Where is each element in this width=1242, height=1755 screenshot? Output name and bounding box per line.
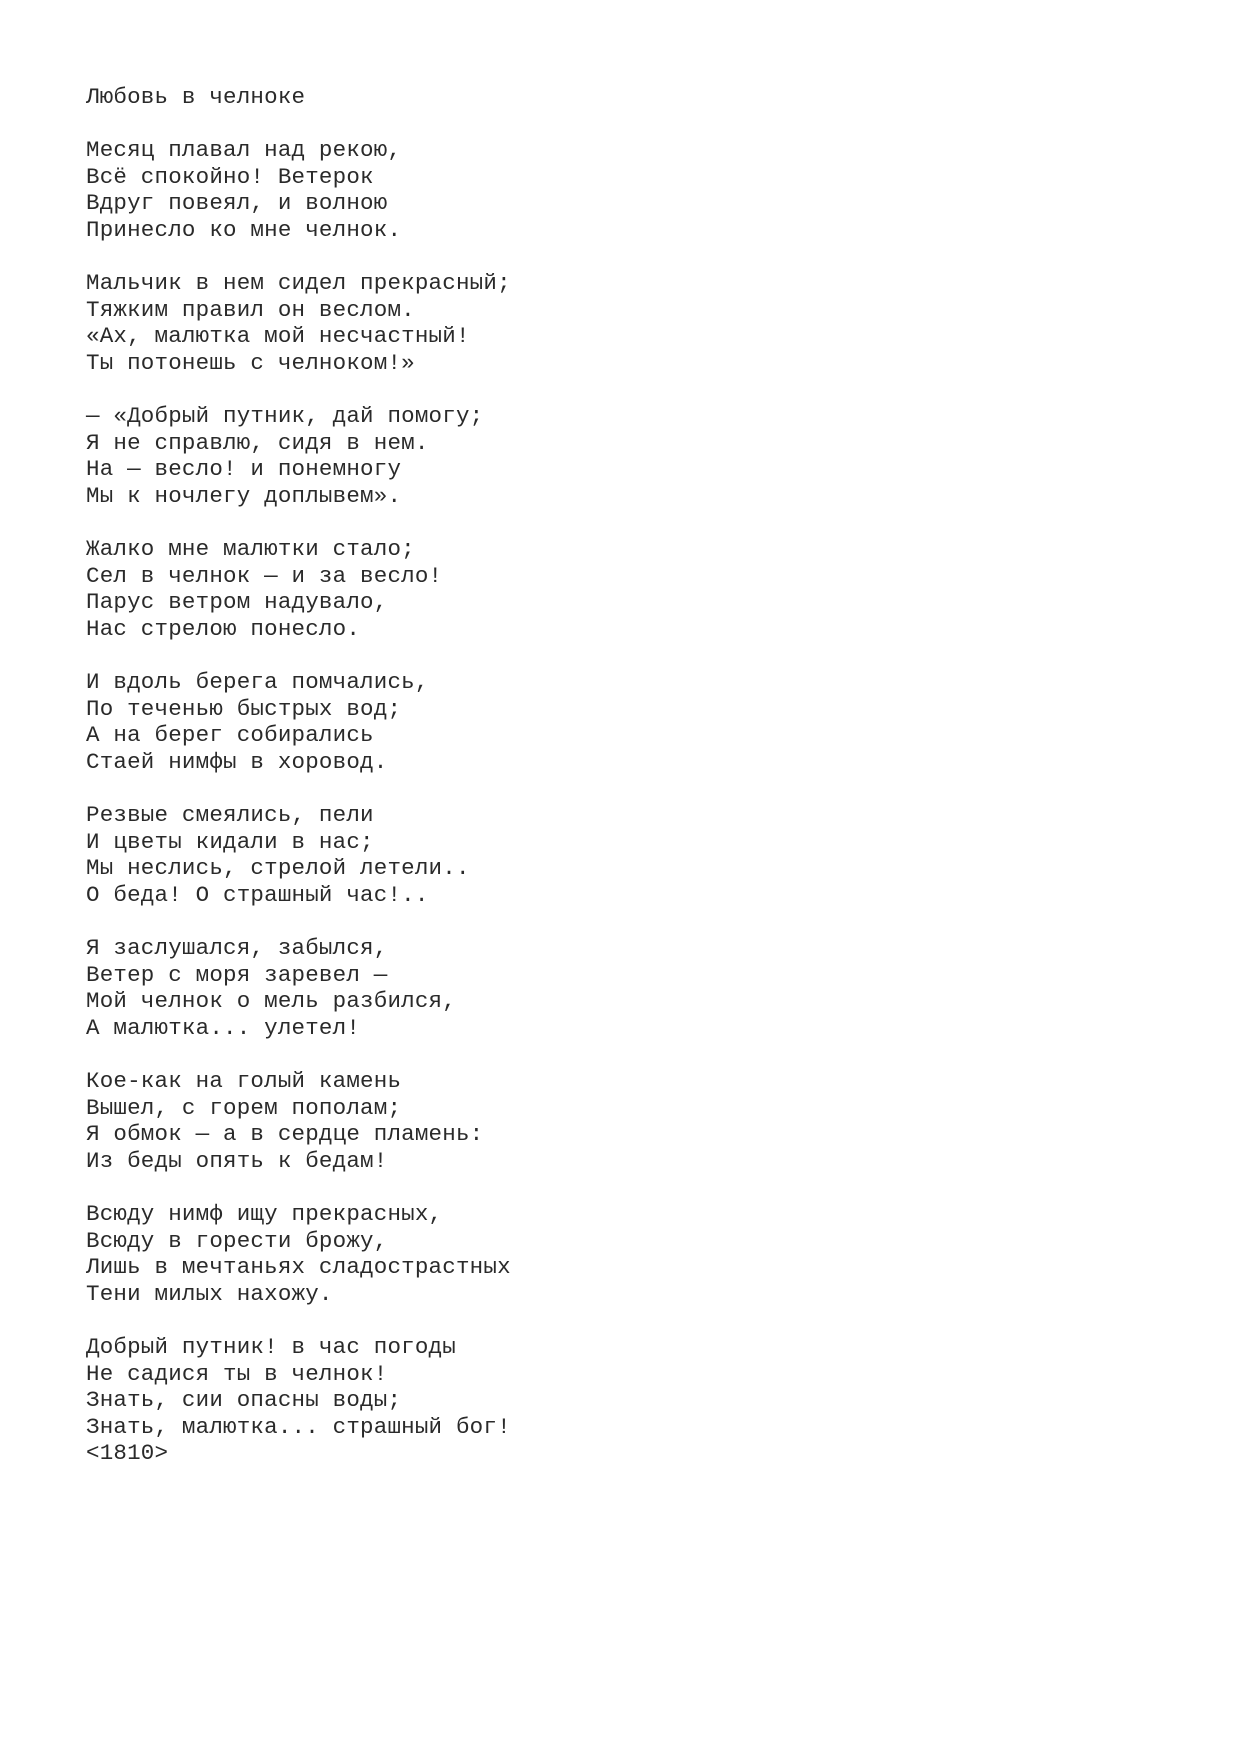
- poem-line: Вдруг повеял, и волною: [86, 190, 388, 217]
- poem-line: А малютка... улетел!: [86, 1014, 361, 1041]
- stanza-9: [86, 1201, 1186, 1307]
- poem-line: Месяц плавал над рекою,: [86, 137, 402, 164]
- poem-title: Любовь в челноке: [86, 84, 306, 110]
- poem-line: Я заслушался, забылся,: [86, 935, 388, 961]
- poem-text: [86, 84, 1186, 1467]
- stanza-5: [86, 669, 1186, 775]
- poem-date: <1810>: [86, 1440, 169, 1467]
- poem-line: Всюду нимф ищу прекрасных,: [86, 1200, 443, 1227]
- poem-line: Принесло ко мне челнок.: [86, 216, 402, 243]
- poem-line: Всюду в горести брожу,: [86, 1227, 388, 1254]
- poem-line: — «Добрый путник, дай помогу;: [86, 403, 484, 430]
- stanza-4: [86, 536, 1186, 642]
- poem-line: Лишь в мечтаньях сладострастных: [86, 1254, 511, 1281]
- poem-line: По теченью быстрых вод;: [86, 695, 402, 722]
- poem-line: Ветер с моря заревел —: [86, 961, 388, 988]
- poem-line: Тяжким правил он веслом.: [86, 296, 415, 323]
- poem-line: Кое-как на голый камень: [86, 1067, 402, 1094]
- stanza-8: [86, 1068, 1186, 1174]
- poem-line: Я не справлю, сидя в нем.: [86, 429, 429, 456]
- poem-line: Мальчик в нем сидел прекрасный;: [86, 270, 511, 297]
- poem-line: Нас стрелою понесло.: [86, 615, 361, 642]
- poem-line: Жалко мне малютки стало;: [86, 536, 415, 563]
- poem-line: О беда! О страшный час!..: [86, 881, 429, 908]
- poem-line: Всё спокойно! Ветерок: [86, 163, 374, 190]
- stanza-1: [86, 137, 1186, 243]
- poem-line: «Ах, малютка мой несчастный!: [86, 323, 470, 350]
- poem-line: Знать, сии опасны воды;: [86, 1387, 402, 1414]
- poem-line: Знать, малютка... страшный бог!: [86, 1413, 511, 1440]
- stanza-2: [86, 270, 1186, 376]
- poem-line: Мы неслись, стрелой летели..: [86, 855, 470, 882]
- poem-line: И цветы кидали в нас;: [86, 828, 374, 855]
- stanza-7: [86, 935, 1186, 1041]
- poem-line: Стаей нимфы в хоровод.: [86, 748, 388, 775]
- poem-line: Ты потонешь с челноком!»: [86, 349, 415, 376]
- poem-line: Сел в челнок — и за весло!: [86, 562, 443, 589]
- poem-line: Добрый путник! в час погоды: [86, 1333, 456, 1360]
- poem-line: Не садися ты в челнок!: [86, 1360, 388, 1387]
- poem-line: Мой челнок о мель разбился,: [86, 988, 456, 1015]
- poem-line: Я обмок — а в сердце пламень:: [86, 1121, 484, 1148]
- poem-line: Вышел, с горем пополам;: [86, 1094, 402, 1121]
- poem-line: Из беды опять к бедам!: [86, 1147, 388, 1174]
- poem-line: Парус ветром надувало,: [86, 589, 388, 616]
- poem-line: На — весло! и понемногу: [86, 456, 402, 483]
- stanza-3: [86, 403, 1186, 509]
- stanza-10: [86, 1334, 1186, 1467]
- poem-line: И вдоль берега помчались,: [86, 669, 429, 696]
- poem-line: Тени милых нахожу.: [86, 1280, 333, 1307]
- stanza-6: [86, 802, 1186, 908]
- poem-line: А на берег собирались: [86, 722, 374, 749]
- poem-line: Резвые смеялись, пели: [86, 802, 374, 829]
- poem-line: Мы к ночлегу доплывем».: [86, 482, 402, 509]
